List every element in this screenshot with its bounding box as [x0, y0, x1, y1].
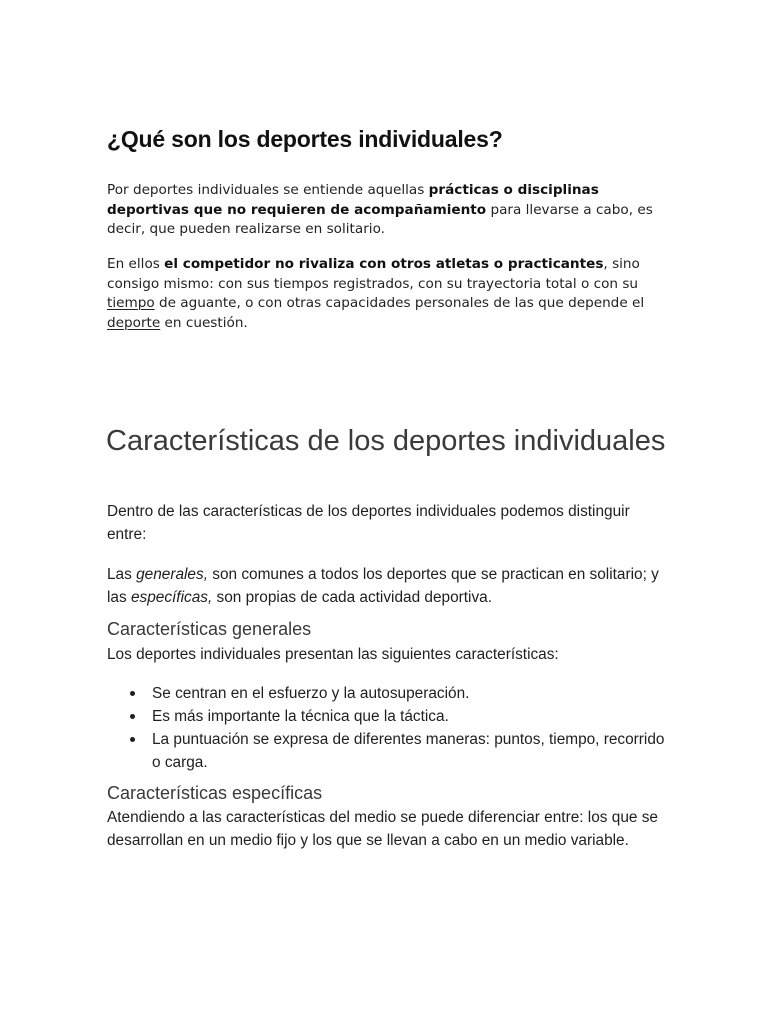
bold-text: el competidor no rivaliza con otros atletas o practicantes — [164, 256, 604, 272]
tiempo-link[interactable]: tiempo — [107, 295, 155, 311]
paragraph-text: de aguante, o con otras capacidades personales de las que depende el — [154, 295, 645, 311]
bold-text: prácticas o disciplinas deportivas que no requieren de acompañamiento — [107, 182, 599, 218]
paragraph-text: En ellos — [107, 256, 165, 272]
italic-text: específicas, — [130, 589, 213, 606]
paragraph-text: en cuestión. — [160, 314, 248, 331]
paragraph-text: son propias de cada actividad deportiva. — [212, 589, 493, 606]
paragraph-text: son comunes a todos los deportes que se practican en solitario; y las — [107, 566, 659, 606]
characteristics-title: Características de los deportes individuales — [106, 425, 666, 457]
general-characteristics-list — [107, 682, 667, 774]
list-item-text: Es más importante la técnica que la táctica. — [152, 708, 449, 725]
list-item — [152, 705, 667, 728]
general-characteristics-intro: Los deportes individuales presentan las siguientes características: — [107, 646, 559, 663]
specific-characteristics-text: Atendiendo a las características del medio se puede diferenciar entre: los que se desarrollan en un medio fijo y los que se llevan a cabo en un medio variable. — [107, 809, 658, 849]
list-item-text: Se centran en el esfuerzo y la autosuperación. — [152, 685, 470, 702]
specific-characteristics-heading: Características específicas — [107, 783, 323, 803]
section-title-deportes-individuales: ¿Qué son los deportes individuales? — [107, 126, 503, 152]
deporte-link[interactable]: deporte — [107, 314, 161, 331]
definition-paragraph — [107, 181, 667, 240]
competitor-paragraph — [107, 255, 667, 333]
paragraph-text: Por deportes individuales se entiende aquellas — [107, 182, 429, 198]
general-characteristics-heading: Características generales — [107, 619, 312, 639]
italic-text: generales, — [136, 566, 208, 583]
paragraph-text: , sino consigo mismo: con sus tiempos registrados, con su trayectoria total o con su — [107, 256, 640, 292]
paragraph-text: para llevarse a cabo, es decir, que pueden realizarse en solitario. — [107, 201, 653, 237]
list-item — [152, 728, 667, 774]
bullet-icon — [130, 714, 135, 719]
paragraph-text: Las — [107, 566, 137, 583]
list-item — [152, 682, 667, 705]
characteristics-intro: Dentro de las características de los deportes individuales podemos distinguir entre: — [107, 503, 630, 543]
bullet-icon — [130, 691, 135, 696]
bullet-icon — [130, 737, 135, 742]
list-item-text: La puntuación se expresa de diferentes maneras: puntos, tiempo, recorrido o carga. — [152, 731, 665, 771]
characteristics-types-paragraph — [107, 563, 667, 609]
